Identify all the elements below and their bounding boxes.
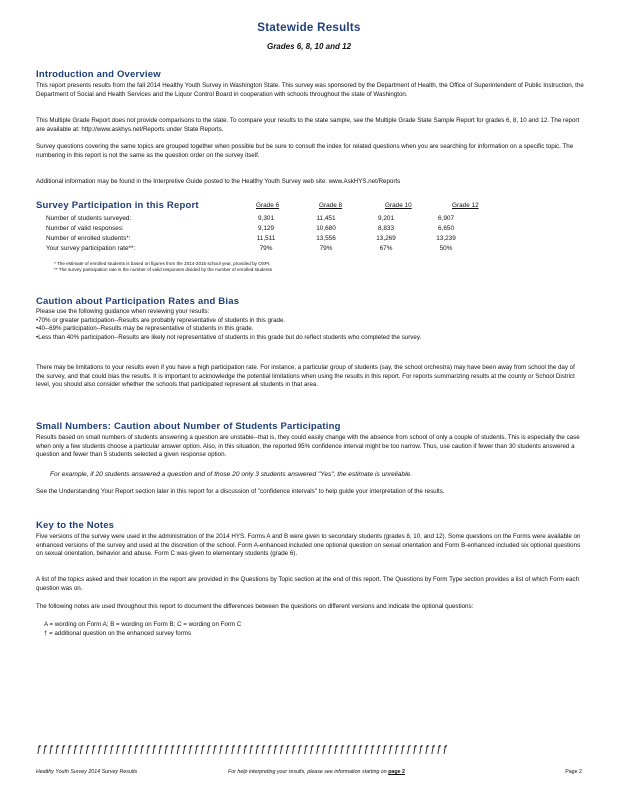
table-cell: 6,907 [438,214,454,222]
table-row [46,213,476,223]
intro-paragraph-4: Additional information may be found in the Interpretive Guide posted to the Healthy Youth Survey web site: www.AskHYS.net/Reports [36,178,401,185]
table-cell: 10,680 [316,224,336,232]
key-notes-paragraph-1: Five versions of the survey were used in the administration of the 2014 HYS. Forms A and B were given to secondary students (grades 8, 10, and 12). Some questions on the Forms were available on enhanced versions of the survey and used at the discretion of the school. Form A-enhanced included one optional question on sexual orientation and Form B-enhanced included six optional questions on sexual orientation, behavior and abuse. Form C was given to elementary students (grade 6). [36,533,581,558]
caution-paragraph: There may be limitations to your results even if you have a high participation rate. For instance, a particular group of students (say, the school orchestra) may have been away from school the day of the survey, and that could bias the results. It is important to acknowledge the potential limitations when using the results in this report. For reports summarizing results at the county or School District level, you should also consider whether the schools that participated represent all students in that area. [36,364,575,389]
list-item: •40--69% participation--Results may be representative of students in this grade. [36,325,254,333]
intro-paragraph-1: This report presents results from the fall 2014 Healthy Youth Survey in Washington State. This survey was sponsored by the Department of Health, the Office of Superintendent of Public Instruction, the Department of Social and Health Services and the Liquor Control Board in cooperation with schools throughout the state of Washington. [36,82,584,98]
table-cell: 79% [319,244,333,252]
key-notes-heading: Key to the Notes [36,520,115,531]
row-label: Number of students surveyed: [46,214,132,222]
list-item: •70% or greater participation--Results are probably representative of students in this grade. [36,316,286,324]
footnote-rate: ** The survey participation rate is the number of valid responses divided by the number of enrolled students [54,267,272,273]
table-cell: 79% [259,244,273,252]
row-label: Number of enrolled students*: [46,234,131,242]
key-notes-legend-1: A = wording on Form A; B = wording on Form B; C = wording on Form C [44,621,242,628]
participation-footnotes [54,261,272,273]
participation-table [46,213,476,253]
grade-12-header: Grade 12 [452,202,479,209]
table-cell: 13,556 [316,234,336,242]
small-numbers-example: For example, if 20 students answered a question and of those 20 only 3 students answered "Yes", the estimate is unreliable. [50,471,413,478]
table-cell: 11,451 [316,214,336,222]
grade-8-header: Grade 8 [319,202,343,209]
footer-left-text: Healthy Youth Survey 2014 Survey Results [36,769,138,775]
footer-separator: ƒƒƒƒƒƒƒƒƒƒƒƒƒƒƒƒƒƒƒƒƒƒƒƒƒƒƒƒƒƒƒƒƒƒƒƒƒƒƒƒƒƒƒƒƒƒƒƒƒƒƒƒƒƒƒƒƒƒƒƒƒƒƒƒƒƒƒƒ [36,744,449,755]
list-item: •Less than 40% participation--Results are likely not representative of students in this grade but do reflect students who completed the survey. [36,333,422,341]
table-row [46,243,476,253]
table-cell: 9,301 [258,214,274,222]
table-row [46,223,476,233]
grade-10-header: Grade 10 [385,202,412,209]
key-notes-paragraph-3: The following notes are used throughout this report to document the differences between the questions on different versions and indicate the optional questions: [36,603,474,610]
small-numbers-heading: Small Numbers: Caution about Number of Students Participating [36,421,341,432]
table-cell: 11,511 [256,234,276,242]
table-cell: 9,129 [258,224,274,232]
small-numbers-paragraph-2: See the Understanding Your Report section later in this report for a discussion of "confidence intervals" to help guide your interpretation of the results. [36,488,445,495]
table-cell: 13,239 [436,234,456,242]
caution-bullet-list [36,317,584,343]
grade-6-header: Grade 6 [256,202,280,209]
small-numbers-paragraph: Results based on small numbers of students answering a question are unstable--that is, they could easily change with the absence from school of only a couple of students. This is especially the case when only a few students choose a particular answer option. Also, in this situation, the reported 95% confidence interval might be too narrow. Thus, use caution if fewer than 30 students answered a question and fewer than 5 students selected a given response option. [36,434,580,459]
footer-page-link[interactable]: page 2 [388,769,405,775]
caution-heading: Caution about Participation Rates and Bias [36,296,240,307]
page-title: Statewide Results [257,22,361,34]
table-cell: 9,201 [378,214,394,222]
page-subtitle: Grades 6, 8, 10 and 12 [266,42,352,51]
footnote-enrolled: * The estimate of enrolled students is based on figures from the 2014-2015 school year, provided by OSPI. [54,261,271,266]
intro-paragraph-3: Survey questions covering the same topics are grouped together when possible but be sure to consult the index for related questions when you are searching for information on a specific topic. The numbering in this report is not the same as the question order on the survey itself. [36,143,574,159]
table-cell: 6,650 [438,224,454,232]
footer-help-prefix: For help interpreting your results, please see information starting on [228,769,387,775]
table-cell: 13,269 [376,234,396,242]
table-cell: 67% [379,244,393,252]
footer-help-text [228,769,405,775]
intro-paragraph-2: This Multiple Grade Report does not provide comparisons to the state. To compare your results to the state sample, see the Multiple Grade State Sample Report for grades 6, 8, 10 and 12. The report are available at: http://www.askhys.net/Reports under State Reports. [36,117,580,133]
table-row [46,233,476,243]
caution-body [36,308,584,342]
intro-heading: Introduction and Overview [36,69,161,80]
participation-heading: Survey Participation in this Report [36,200,199,211]
table-cell: 50% [439,244,453,252]
key-notes-paragraph-2: A list of the topics asked and their location in the report are provided in the Questions by Topic section at the end of this report. The Questions by Form Type section provides a list of which Form each question was on. [36,576,580,592]
row-label: Your survey participation rate**: [46,244,136,252]
caution-intro: Please use the following guidance when reviewing your results: [36,308,210,315]
footer-page-number: Page 2 [565,769,582,775]
key-notes-legend-2: † = additional question on the enhanced survey forms [44,630,192,637]
row-label: Number of valid responses: [46,224,124,232]
table-cell: 8,833 [378,224,394,232]
